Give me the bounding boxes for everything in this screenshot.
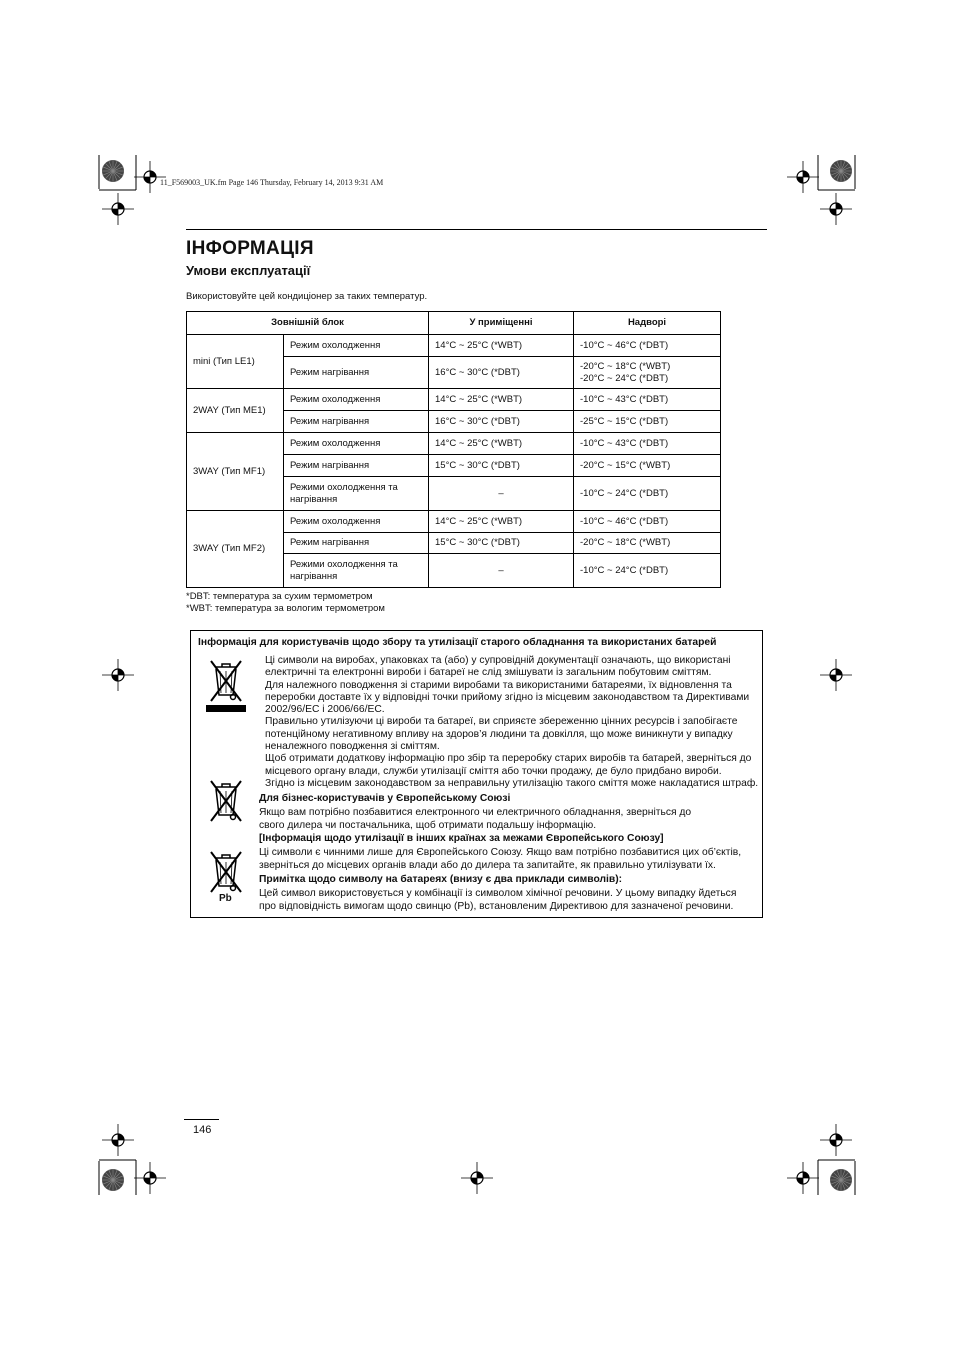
table-row bbox=[187, 335, 721, 357]
outdoor-line: -20°C ~ 18°C (*WBT) bbox=[580, 361, 671, 373]
registration-mark-icon bbox=[820, 193, 852, 225]
mode-cell bbox=[284, 554, 429, 588]
text-line: про відповідність вимогам щодо свинцю (Pb), встановленим Директивою для зазначеної речовини. bbox=[259, 900, 734, 912]
text-line: Щоб отримати додаткову інформацію про збір та переробку старих виробів та батарей, зверніться до bbox=[265, 753, 752, 765]
registration-mark-icon bbox=[787, 161, 819, 193]
outdoor-cell: -20°C ~ 15°C (*WBT) bbox=[574, 455, 721, 477]
mode-line: нагрівання bbox=[290, 570, 338, 582]
text-line: потенційному негативному впливу на здоров’я людини та довкілля, що може виникнути у випадку bbox=[265, 728, 733, 740]
color-wheel-icon bbox=[102, 1169, 124, 1191]
registration-mark-icon bbox=[461, 1162, 493, 1194]
registration-mark-icon bbox=[134, 1162, 166, 1194]
page-number: 146 bbox=[193, 1124, 212, 1136]
recycling-title: Інформація для користувачів щодо збору та утилізації старого обладнання та використаних батарей bbox=[198, 637, 717, 648]
table-header-row bbox=[187, 312, 721, 335]
intro-text: Використовуйте цей кондиціонер за таких температур. bbox=[186, 291, 428, 302]
business-heading: Для бізнес-користувачів у Європейському Союзі bbox=[259, 793, 511, 804]
crop-mark-icon bbox=[135, 1159, 138, 1196]
mode-cell: Режим охолодження bbox=[284, 389, 429, 411]
registration-mark-icon bbox=[134, 161, 166, 193]
text-line: місцевого органу влади, служби утилізації сміття або точки продажу, де було придбано вироби. bbox=[265, 765, 722, 777]
outdoor-cell bbox=[574, 357, 721, 389]
registration-mark-icon bbox=[787, 1162, 819, 1194]
text-line: Для належного поводження зі старими виробами та використаними батареями, їх відновлення та bbox=[265, 679, 732, 691]
text-line: електричні та електронні вироби і батареї не слід змішувати із загальним побутовим сміттям. bbox=[265, 667, 712, 679]
color-wheel-icon bbox=[102, 160, 124, 182]
outdoor-cell: -10°C ~ 46°C (*DBT) bbox=[574, 511, 721, 533]
mode-cell: Режим охолодження bbox=[284, 511, 429, 533]
wheelie-bin-crossed-icon bbox=[202, 848, 250, 908]
mode-cell bbox=[284, 477, 429, 511]
indoor-cell: 15°C ~ 30°C (*DBT) bbox=[429, 455, 574, 477]
text-line: Ці символи на виробах, упаковках та (або) у супровідній документації означають, що використані bbox=[265, 655, 731, 666]
text-line: переробки доставте їх у відповідні точки прийому згідно із місцевим законодавством та Директивами bbox=[265, 691, 750, 703]
registration-mark-icon bbox=[102, 1124, 134, 1156]
text-line: зверніться до місцевих органів влади або до дилера та запитайте, як правильно утилізувати їх. bbox=[259, 859, 716, 871]
crop-mark-icon bbox=[817, 1159, 820, 1196]
mode-cell: Режим нагрівання bbox=[284, 357, 429, 389]
crop-mark-icon bbox=[854, 154, 857, 190]
color-wheel-icon bbox=[830, 160, 852, 182]
outdoor-cell: -25°C ~ 15°C (*DBT) bbox=[574, 411, 721, 433]
crop-mark-icon bbox=[98, 1159, 137, 1162]
mode-cell: Режим охолодження bbox=[284, 433, 429, 455]
mode-cell: Режим нагрівання bbox=[284, 455, 429, 477]
page-title: ІНФОРМАЦІЯ bbox=[186, 238, 314, 259]
wheelie-bin-crossed-icon bbox=[202, 777, 250, 825]
crop-mark-icon bbox=[854, 1160, 857, 1196]
mode-cell: Режим нагрівання bbox=[284, 411, 429, 433]
indoor-cell: 16°C ~ 30°C (*DBT) bbox=[429, 357, 574, 389]
indoor-cell: 14°C ~ 25°C (*WBT) bbox=[429, 511, 574, 533]
text-line: свого дилера чи постачальника, щоб отримати подальшу інформацію. bbox=[259, 819, 597, 831]
indoor-cell: – bbox=[429, 477, 574, 511]
unit-cell: 2WAY (Тип ME1) bbox=[187, 389, 284, 433]
dbt-note: *DBT: температура за сухим термометром bbox=[186, 591, 373, 602]
mode-line: Режими охолодження та bbox=[290, 559, 398, 571]
recycling-paragraph bbox=[265, 655, 758, 790]
text-line: Ці символи є чинними лише для Європейського Союзу. Якщо вам потрібно позбавитися цих об’єктів, bbox=[259, 847, 742, 859]
registration-mark-icon bbox=[102, 193, 134, 225]
text-line: Цей символ використовується у комбінації із символом хімічної речовини. У цьому випадку йдеться bbox=[259, 888, 737, 900]
table-row bbox=[187, 433, 721, 455]
unit-cell: 3WAY (Тип MF2) bbox=[187, 511, 284, 588]
crop-mark-icon bbox=[98, 154, 101, 190]
outdoor-cell: -10°C ~ 24°C (*DBT) bbox=[574, 554, 721, 588]
battery-heading: Примітка щодо символу на батареях (внизу є два приклади символів): bbox=[259, 874, 623, 885]
outdoor-line: -20°C ~ 24°C (*DBT) bbox=[580, 372, 669, 384]
other-countries-section bbox=[259, 833, 741, 872]
top-rule bbox=[186, 229, 767, 230]
indoor-cell: 14°C ~ 25°C (*WBT) bbox=[429, 335, 574, 357]
indoor-cell: 14°C ~ 25°C (*WBT) bbox=[429, 433, 574, 455]
outdoor-cell: -20°C ~ 18°C (*WBT) bbox=[574, 533, 721, 554]
pb-label: Pb bbox=[219, 893, 232, 904]
indoor-cell: 14°C ~ 25°C (*WBT) bbox=[429, 389, 574, 411]
crop-mark-icon bbox=[817, 154, 820, 191]
table-row bbox=[187, 511, 721, 533]
registration-mark-icon bbox=[102, 659, 134, 691]
print-header: 11_F569003_UK.fm Page 146 Thursday, February 14, 2013 9:31 AM bbox=[160, 178, 384, 187]
crop-mark-icon bbox=[135, 154, 138, 191]
indoor-cell: 15°C ~ 30°C (*DBT) bbox=[429, 533, 574, 554]
section-subtitle: Умови експлуатації bbox=[186, 263, 311, 278]
wbt-note: *WBT: температура за вологим термометром bbox=[186, 603, 385, 614]
indoor-cell: 16°C ~ 30°C (*DBT) bbox=[429, 411, 574, 433]
other-countries-heading: [Інформація щодо утилізації в інших країнах за межами Європейського Союзу] bbox=[259, 833, 664, 844]
battery-note-section bbox=[259, 874, 736, 913]
operating-conditions-table bbox=[186, 311, 721, 588]
wheelie-bin-crossed-icon bbox=[202, 655, 250, 713]
outdoor-cell: -10°C ~ 43°C (*DBT) bbox=[574, 433, 721, 455]
indoor-cell: – bbox=[429, 554, 574, 588]
header-indoor: У приміщенні bbox=[429, 312, 574, 335]
outdoor-cell: -10°C ~ 43°C (*DBT) bbox=[574, 389, 721, 411]
color-wheel-icon bbox=[830, 1169, 852, 1191]
unit-cell: 3WAY (Тип MF1) bbox=[187, 433, 284, 511]
outdoor-cell: -10°C ~ 24°C (*DBT) bbox=[574, 477, 721, 511]
mode-cell: Режим нагрівання bbox=[284, 533, 429, 554]
registration-mark-icon bbox=[820, 1124, 852, 1156]
business-section bbox=[259, 793, 691, 832]
text-line: Якщо вам потрібно позбавитися електронного чи електричного обладнання, зверніться до bbox=[259, 807, 692, 819]
outdoor-cell: -10°C ~ 46°C (*DBT) bbox=[574, 335, 721, 357]
crop-mark-icon bbox=[817, 189, 856, 192]
mode-line: Режими охолодження та bbox=[290, 482, 398, 494]
header-outdoor: Надворі bbox=[574, 312, 721, 335]
header-outdoor-unit: Зовнішній блок bbox=[187, 312, 429, 335]
mode-line: нагрівання bbox=[290, 493, 338, 505]
crop-mark-icon bbox=[98, 189, 137, 192]
text-line: 2002/96/EC і 2006/66/EC. bbox=[265, 704, 385, 716]
crop-mark-icon bbox=[98, 1160, 101, 1196]
crop-mark-icon bbox=[817, 1159, 856, 1162]
registration-mark-icon bbox=[820, 659, 852, 691]
table-row bbox=[187, 389, 721, 411]
text-line: неналежного поводження зі сміттям. bbox=[265, 741, 440, 753]
unit-cell: mini (Тип LE1) bbox=[187, 335, 284, 389]
mode-cell: Режим охолодження bbox=[284, 335, 429, 357]
page-number-rule bbox=[184, 1119, 219, 1120]
text-line: Правильно утилізуючи ці вироби та батареї, ви сприяєте збереженню цінних ресурсів і запобігаєте bbox=[265, 716, 738, 728]
text-line: Згідно із місцевим законодавством за неправильну утилізацію такого сміття може накладатися штраф. bbox=[265, 777, 759, 789]
